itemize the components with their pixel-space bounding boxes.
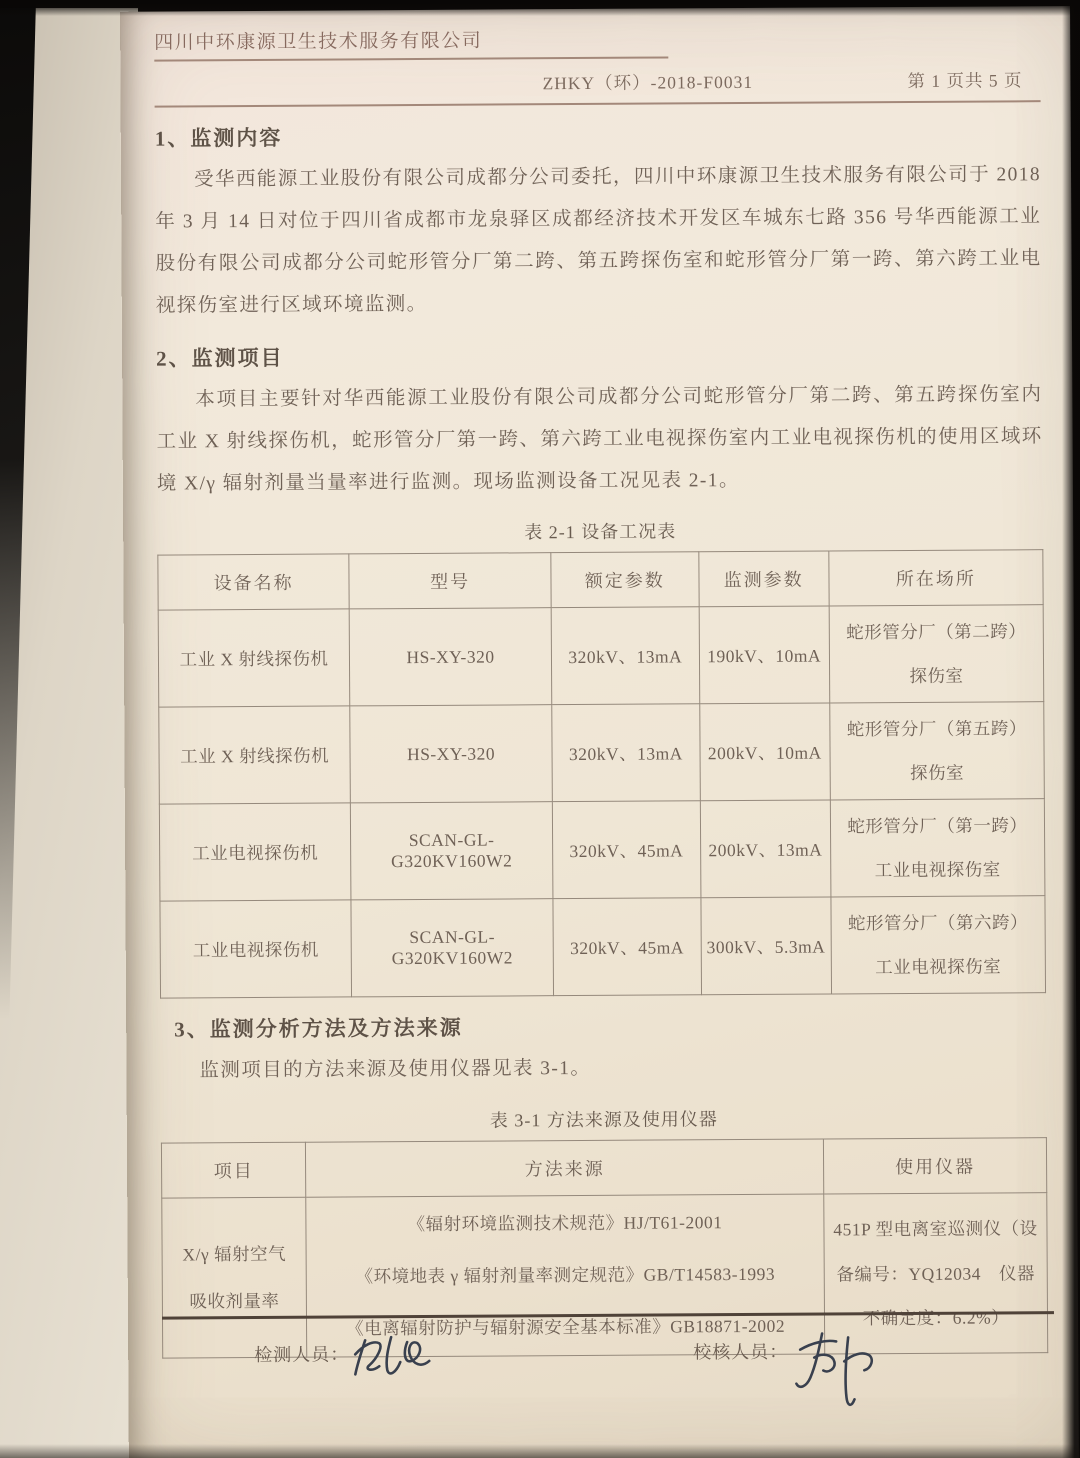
cell-device-name: 工业 X 射线探伤机	[158, 609, 350, 707]
cell-model: HS-XY-320	[350, 705, 552, 803]
cell-model: SCAN-GL-G320KV160W2	[351, 802, 553, 900]
header-page-number: 第 1 页共 5 页	[907, 70, 1023, 91]
location-line-1: 蛇形管分厂（第一跨）	[847, 815, 1028, 837]
cell-monitored: 300kV、5.3mA	[701, 897, 832, 995]
cell-location	[830, 702, 1045, 800]
col-header-rated-params: 额定参数	[551, 552, 699, 608]
table-row	[159, 702, 1045, 804]
location-line-1: 蛇形管分厂（第二跨）	[846, 621, 1027, 643]
header-company-name: 四川中环康源卫生技术服务有限公司	[154, 24, 668, 61]
cell-location	[831, 896, 1046, 994]
method-source-1: 《辐射环境监测技术规范》HJ/T61-2001	[407, 1212, 723, 1235]
document-page	[120, 6, 1079, 1458]
cell-monitored: 190kV、10mA	[699, 606, 830, 704]
col-header-location: 所在场所	[829, 550, 1044, 606]
cell-location	[829, 605, 1044, 703]
page-content	[120, 6, 1079, 1458]
location-line-1: 蛇形管分厂（第六跨）	[847, 912, 1029, 934]
header-doc-number: ZHKY（环）-2018-F0031	[542, 71, 754, 94]
location-line-2: 探伤室	[909, 666, 964, 687]
equipment-table-title: 表 2-1 设备工况表	[524, 521, 677, 543]
reviewer-label: 校核人员：	[693, 1341, 789, 1363]
cell-model: HS-XY-320	[349, 608, 551, 706]
col-header-model: 型号	[349, 553, 551, 609]
tester-signature-block	[254, 1340, 435, 1387]
reviewer-signature	[788, 1327, 889, 1414]
section-3-heading: 3、监测分析方法及方法来源	[174, 1016, 463, 1042]
location-line-2: 工业电视探伤室	[875, 956, 1002, 978]
methods-table-header-row	[161, 1138, 1046, 1198]
section-3-paragraph: 监测项目的方法来源及使用仪器见表 3-1。	[199, 1058, 592, 1082]
cell-device-name: 工业电视探伤机	[160, 900, 352, 998]
cell-rated: 320kV、13mA	[552, 704, 700, 802]
header-row	[154, 56, 1040, 107]
photo-bottom-edge-shadow	[0, 1444, 1080, 1458]
cell-rated: 320kV、13mA	[551, 607, 699, 705]
photo-right-edge-shadow	[1062, 0, 1080, 1458]
table-row	[158, 605, 1044, 707]
table-row	[159, 799, 1045, 901]
cell-device-name: 工业 X 射线探伤机	[159, 706, 351, 804]
cell-monitored: 200kV、10mA	[699, 703, 830, 801]
col-header-method-source: 方法来源	[306, 1139, 824, 1197]
reviewer-signature-block	[693, 1337, 888, 1414]
location-line-2: 工业电视探伤室	[874, 859, 1001, 881]
col-header-instrument: 使用仪器	[823, 1138, 1046, 1194]
tester-signature	[349, 1330, 435, 1387]
method-source-3: 《电离辐射防护与辐射源安全基本标准》GB18871-2002	[346, 1315, 786, 1339]
method-source-2: 《环境地表 γ 辐射剂量率测定规范》GB/T14583-1993	[355, 1263, 776, 1287]
section-1-heading: 1、监测内容	[154, 125, 283, 151]
location-line-1: 蛇形管分厂（第五跨）	[846, 718, 1027, 740]
cell-rated: 320kV、45mA	[553, 898, 701, 996]
section-2-heading: 2、监测项目	[156, 345, 284, 371]
location-line-2: 探伤室	[910, 763, 965, 784]
cell-model: SCAN-GL-G320KV160W2	[351, 899, 553, 997]
section-1-paragraph: 受华西能源工业股份有限公司成都分公司委托，四川中环康源卫生技术服务有限公司于 2018 年 3 月 14 日对位于四川省成都市龙泉驿区成都经济技术开发区车城东七路 356 号华西能源工业股份有限公司成都分公司蛇形管分厂第二跨、第五跨探伤室和蛇形管分厂第一跨、第六跨工业电视探伤室进行区域环境监测。	[155, 164, 1042, 317]
methods-table-title: 表 3-1 方法来源及使用仪器	[489, 1109, 718, 1131]
page-footer	[162, 1311, 1055, 1417]
cell-location	[830, 799, 1045, 897]
col-header-monitored-params: 监测参数	[699, 551, 829, 607]
item-line-1: X/γ 辐射空气	[182, 1243, 287, 1265]
section-2-paragraph: 本项目主要针对华西能源工业股份有限公司成都分公司蛇形管分厂第二跨、第五跨探伤室内工业 X 射线探伤机，蛇形管分厂第一跨、第六跨工业电视探伤室内工业电视探伤机的使用区域环境 X/γ 辐射剂量当量率进行监测。现场监测设备工况见表 2-1。	[156, 383, 1043, 495]
table-row	[160, 896, 1046, 998]
cell-instrument: 451P 型电离室巡测仪（设备编号：YQ12034 仪器不确定度：6.2%）	[824, 1193, 1048, 1354]
equipment-table	[157, 550, 1046, 999]
cell-rated: 320kV、45mA	[552, 801, 700, 899]
cell-device-name: 工业电视探伤机	[159, 803, 351, 901]
cell-monitored: 200kV、13mA	[700, 800, 831, 898]
item-line-2: 吸收剂量率	[189, 1290, 280, 1312]
photo-top-edge-shadow	[0, 0, 1080, 16]
col-header-item: 项目	[161, 1143, 306, 1199]
signature-row	[162, 1314, 1055, 1417]
col-header-device-name: 设备名称	[158, 554, 349, 610]
equipment-table-header-row	[158, 550, 1043, 610]
tester-label: 检测人员：	[254, 1344, 350, 1366]
